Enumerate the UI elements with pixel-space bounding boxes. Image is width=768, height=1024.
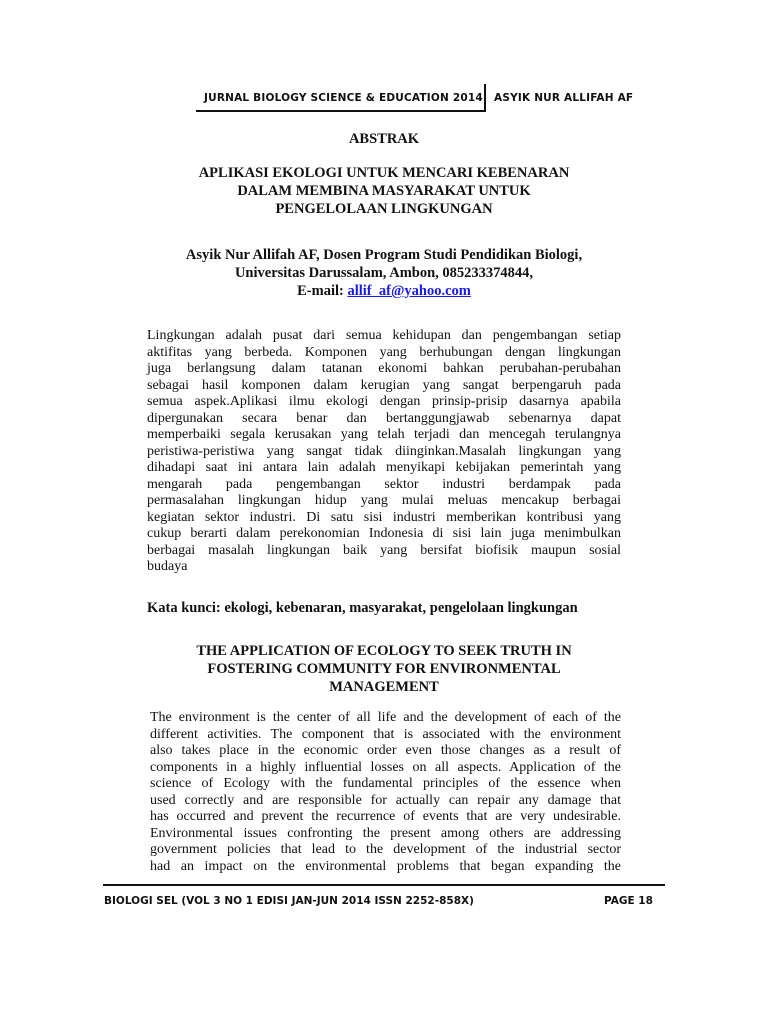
text-line: mengarah pada pengembangan sektor industri berdampak pada [147,476,621,492]
text-line: different activities. The component that is associated with the environment [150,726,621,742]
footer-rule [103,884,665,886]
text-line: kegiatan sektor industri. Di satu sisi industri memberikan kontribusi yang [147,509,621,525]
abstrak-title-line: APLIKASI EKOLOGI UNTUK MENCARI KEBENARAN [198,165,570,181]
page-number: PAGE 18 [604,895,653,907]
text-line: also takes place in the economic order even those changes as a result of [150,743,621,758]
english-abstract-body [150,710,621,875]
running-header [0,84,768,114]
author-block [100,246,668,300]
abstrak-title-line: DALAM MEMBINA MASYARAKAT UNTUK [237,183,531,199]
text-line: dipergunakan secara benar dan bertanggungjawab sebenarnya dapat [147,410,621,426]
abstrak-body [147,328,621,576]
english-title [100,642,668,696]
abstrak-title-line: PENGELOLAAN LINGKUNGAN [275,201,493,217]
email-link[interactable]: allif_af@yahoo.com [347,283,471,299]
text-line: sebagai hasil komponen dalam kerugian yang sangat berpengaruh pada [147,377,621,393]
english-title-line: MANAGEMENT [329,679,439,695]
text-line: government policies that lead to the development of the industrial sector [150,842,621,857]
english-title-line: FOSTERING COMMUNITY FOR ENVIRONMENTAL [207,661,561,677]
text-line: semua aspek.Aplikasi ilmu ekologi dengan prinsip-prisip dasarnya apabila [147,394,621,409]
text-line: berbagai masalah lingkungan baik yang bersifat biofisik maupun sosial [147,542,621,558]
text-line: had an impact on the environmental problems that began expanding the [150,858,621,874]
text-line: components in a highly influential losses on all aspects. Application of the [150,759,621,775]
header-divider [484,84,486,112]
text-line: Lingkungan adalah pusat dari semua kehidupan dan pengembangan setiap [147,328,621,343]
text-line: has occurred and prevent the recurrence of events that are very undesirable. [150,809,621,824]
text-line: The environment is the center of all life and the development of each of the [150,710,621,725]
author-affiliation-line: Asyik Nur Allifah AF, Dosen Program Studi Pendidikan Biologi, [185,247,583,263]
email-label: E-mail: [297,283,344,299]
text-line: juga berlangsung dalam tatanan ekonomi bahkan perubahan-perubahan [147,361,621,376]
author-affiliation-line: Universitas Darussalam, Ambon, 085233374844, [234,265,534,281]
text-line: dihadapi saat ini antara lain adalah menyikapi kebijakan pemerintah yang [147,460,621,475]
keywords: Kata kunci: ekologi, kebenaran, masyarakat, pengelolaan lingkungan [147,600,578,616]
text-line: memperbaiki segala kerusakan yang telah terjadi dan mencegah terulangnya [147,427,621,442]
text-line: budaya [147,559,188,574]
text-line: cukup berarti dalam perekonomian Indonesia di sisi lain juga menimbulkan [147,526,621,541]
header-author: ASYIK NUR ALLIFAH AF [494,92,634,104]
footer-citation: BIOLOGI SEL (VOL 3 NO 1 EDISI JAN-JUN 2014 ISSN 2252-858X) [104,895,474,907]
text-line: used correctly and are responsible for actually can repair any damage that [150,792,621,808]
text-line: science of Ecology with the fundamental principles of the essence when [150,776,621,791]
text-line: peristiwa-peristiwa yang sangat tidak diinginkan.Masalah lingkungan yang [147,443,621,459]
abstrak-heading: ABSTRAK [348,131,420,147]
email-line [100,282,668,300]
text-line: aktifitas yang berbeda. Komponen yang berhubungan dengan lingkungan [147,344,621,360]
text-line: Environmental issues confronting the present among others are addressing [150,825,621,841]
text-line: permasalahan lingkungan hidup yang mulai meluas mencakup berbagai [147,493,621,508]
abstrak-title [100,164,668,218]
header-underline [196,110,484,112]
english-title-line: THE APPLICATION OF ECOLOGY TO SEEK TRUTH IN [196,643,572,659]
journal-name: JURNAL BIOLOGY SCIENCE & EDUCATION 2014 [204,92,483,104]
